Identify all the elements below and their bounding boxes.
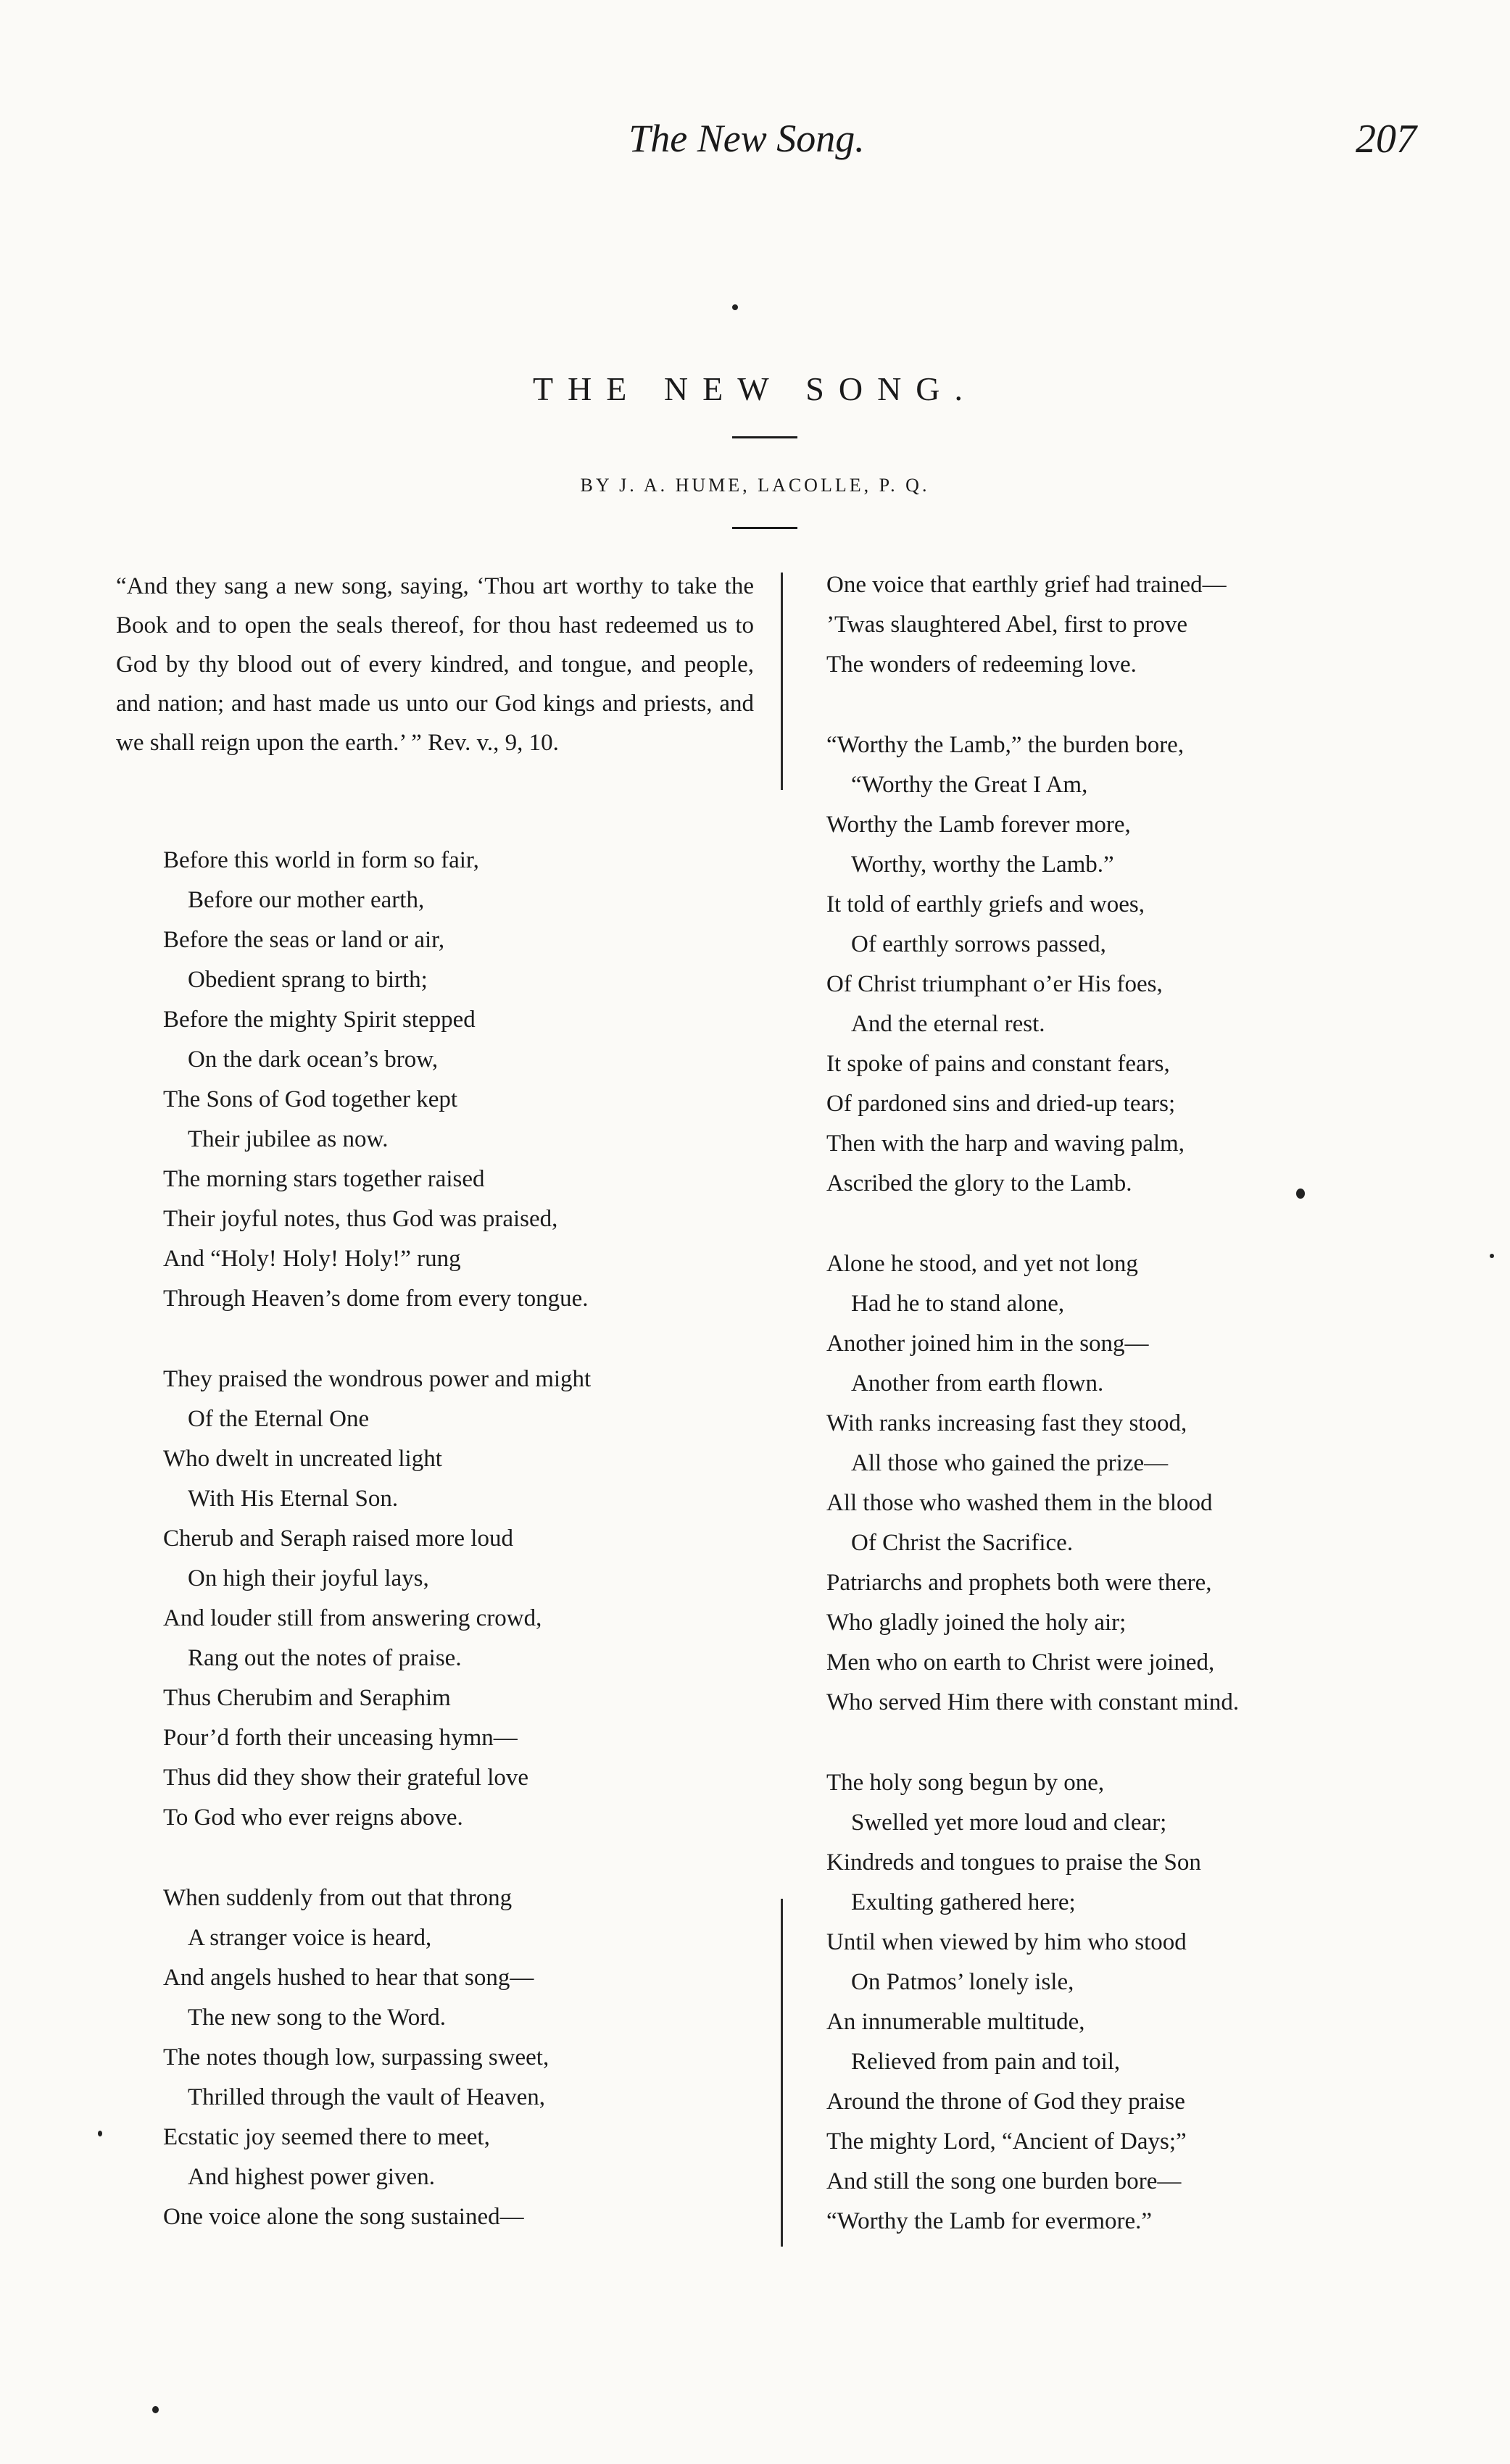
verse-line: One voice that earthly grief had trained— bbox=[826, 572, 1227, 598]
verse-line: ’Twas slaughtered Abel, first to prove bbox=[826, 612, 1188, 638]
verse-line: Who dwelt in uncreated light bbox=[163, 1446, 442, 1472]
verse-line: And highest power given. bbox=[188, 2164, 435, 2190]
verse-line: Thrilled through the vault of Heaven, bbox=[188, 2084, 546, 2110]
verse-line: Relieved from pain and toil, bbox=[851, 2049, 1121, 2075]
verse-line: The holy song begun by one, bbox=[826, 1770, 1105, 1796]
verse-line: Of earthly sorrows passed, bbox=[851, 931, 1106, 957]
verse-line: All those who gained the prize— bbox=[851, 1450, 1169, 1476]
ink-speck bbox=[732, 304, 738, 310]
poem-byline: BY J. A. HUME, LACOLLE, P. Q. bbox=[580, 475, 930, 496]
verse-line: Their jubilee as now. bbox=[188, 1126, 389, 1152]
verse-line: Kindreds and tongues to praise the Son bbox=[826, 1849, 1201, 1876]
epigraph: “And they sang a new song, saying, ‘Thou art worthy to take the Book and to open the seals thereof, for thou hast redeemed us to God by thy blood out of every kindred, and tongue, and people, and nation; and hast made us unto our God kings and priests, and we shall reign upon the earth.’ ” Rev. v., 9, 10. bbox=[116, 573, 754, 756]
verse-line: With ranks increasing fast they stood, bbox=[826, 1410, 1187, 1436]
verse-line: Of the Eternal One bbox=[188, 1406, 370, 1432]
ink-speck bbox=[1296, 1189, 1305, 1199]
verse-line: And louder still from answering crowd, bbox=[163, 1605, 542, 1631]
verse-line: Before the mighty Spirit stepped bbox=[163, 1007, 476, 1033]
verse-line: Rang out the notes of praise. bbox=[188, 1645, 462, 1671]
running-head bbox=[0, 116, 1510, 174]
stanza bbox=[826, 1244, 1399, 1723]
verse-line: An innumerable multitude, bbox=[826, 2009, 1085, 2035]
verse-line: On Patmos’ lonely isle, bbox=[851, 1969, 1074, 1995]
byline-rule bbox=[732, 527, 797, 529]
verse-line: Ascribed the glory to the Lamb. bbox=[826, 1170, 1132, 1196]
page-number: 207 bbox=[1356, 117, 1416, 162]
verse-line: Pour’d forth their unceasing hymn— bbox=[163, 1725, 518, 1751]
verse-line: Cherub and Seraph raised more loud bbox=[163, 1526, 513, 1552]
column-divider bbox=[781, 573, 783, 790]
verse-line: Before our mother earth, bbox=[188, 887, 425, 913]
verse-line: Of pardoned sins and dried-up tears; bbox=[826, 1091, 1176, 1117]
verse-line: Before the seas or land or air, bbox=[163, 927, 445, 953]
verse-line: “Worthy the Great I Am, bbox=[851, 772, 1088, 798]
verse-line: The wonders of redeeming love. bbox=[826, 652, 1137, 678]
verse-line: “Worthy the Lamb,” the burden bore, bbox=[826, 732, 1185, 758]
verse-line: Then with the harp and waving palm, bbox=[826, 1131, 1185, 1157]
ink-speck bbox=[98, 2131, 102, 2136]
verse-line: Patriarchs and prophets both were there, bbox=[826, 1570, 1212, 1596]
verse-line: Ecstatic joy seemed there to meet, bbox=[163, 2124, 490, 2150]
verse-line: Their joyful notes, thus God was praised, bbox=[163, 1206, 558, 1232]
verse-line: It spoke of pains and constant fears, bbox=[826, 1051, 1170, 1077]
verse-line: And the eternal rest. bbox=[851, 1011, 1045, 1037]
verse-line: To God who ever reigns above. bbox=[163, 1805, 463, 1831]
verse-line: Had he to stand alone, bbox=[851, 1291, 1065, 1317]
stanza bbox=[826, 1763, 1399, 2242]
verse-line: On the dark ocean’s brow, bbox=[188, 1046, 439, 1073]
verse-line: All those who washed them in the blood bbox=[826, 1490, 1213, 1516]
verse-line: It told of earthly griefs and woes, bbox=[826, 891, 1145, 917]
right-column bbox=[826, 565, 1399, 2282]
verse-line: They praised the wondrous power and might bbox=[163, 1366, 592, 1392]
verse-line: And angels hushed to hear that song— bbox=[163, 1965, 534, 1991]
verse-line: Exulting gathered here; bbox=[851, 1889, 1076, 1915]
verse-line: The new song to the Word. bbox=[188, 2005, 447, 2031]
stanza bbox=[826, 725, 1399, 1204]
title-rule bbox=[732, 436, 797, 438]
verse-line: Of Christ triumphant o’er His foes, bbox=[826, 971, 1163, 997]
column-divider bbox=[781, 1899, 783, 2247]
verse-line: Another from earth flown. bbox=[851, 1370, 1104, 1397]
verse-line: When suddenly from out that throng bbox=[163, 1885, 513, 1911]
verse-line: The morning stars together raised bbox=[163, 1166, 485, 1192]
verse-line: Thus Cherubim and Seraphim bbox=[163, 1685, 451, 1711]
running-title: The New Song. bbox=[629, 117, 865, 160]
verse-line: Until when viewed by him who stood bbox=[826, 1929, 1187, 1955]
verse-line: With His Eternal Son. bbox=[188, 1486, 399, 1512]
verse-line: Around the throne of God they praise bbox=[826, 2089, 1185, 2115]
stanza bbox=[163, 1878, 772, 2237]
verse-line: Swelled yet more loud and clear; bbox=[851, 1810, 1167, 1836]
verse-line: The Sons of God together kept bbox=[163, 1086, 458, 1112]
verse-line: Who gladly joined the holy air; bbox=[826, 1610, 1127, 1636]
verse-line: One voice alone the song sustained— bbox=[163, 2204, 524, 2230]
verse-line: Before this world in form so fair, bbox=[163, 847, 479, 873]
verse-line: Thus did they show their grateful love bbox=[163, 1765, 529, 1791]
verse-line: Who served Him there with constant mind. bbox=[826, 1689, 1240, 1715]
verse-line: Another joined him in the song— bbox=[826, 1331, 1149, 1357]
verse-line: Men who on earth to Christ were joined, bbox=[826, 1649, 1215, 1676]
verse-line: And “Holy! Holy! Holy!” rung bbox=[163, 1246, 461, 1272]
verse-line: And still the song one burden bore— bbox=[826, 2168, 1182, 2194]
stanza bbox=[826, 565, 1399, 685]
verse-line: Alone he stood, and yet not long bbox=[826, 1251, 1138, 1277]
verse-line: Worthy the Lamb forever more, bbox=[826, 812, 1131, 838]
ink-speck bbox=[152, 2406, 159, 2413]
verse-line: Through Heaven’s dome from every tongue. bbox=[163, 1286, 589, 1312]
verse-line: The notes though low, surpassing sweet, bbox=[163, 2044, 549, 2070]
verse-line: On high their joyful lays, bbox=[188, 1565, 429, 1591]
verse-line: The mighty Lord, “Ancient of Days;” bbox=[826, 2128, 1187, 2155]
poem-title: THE NEW SONG. bbox=[532, 370, 978, 407]
verse-line: Of Christ the Sacrifice. bbox=[851, 1530, 1074, 1556]
verse-line: “Worthy the Lamb for evermore.” bbox=[826, 2208, 1153, 2234]
verse-line: A stranger voice is heard, bbox=[188, 1925, 432, 1951]
verse-line: Obedient sprang to birth; bbox=[188, 967, 428, 993]
left-column bbox=[163, 841, 772, 2278]
stanza bbox=[163, 841, 772, 1319]
ink-speck bbox=[1490, 1254, 1494, 1258]
verse-line: Worthy, worthy the Lamb.” bbox=[851, 852, 1114, 878]
stanza bbox=[163, 1360, 772, 1838]
